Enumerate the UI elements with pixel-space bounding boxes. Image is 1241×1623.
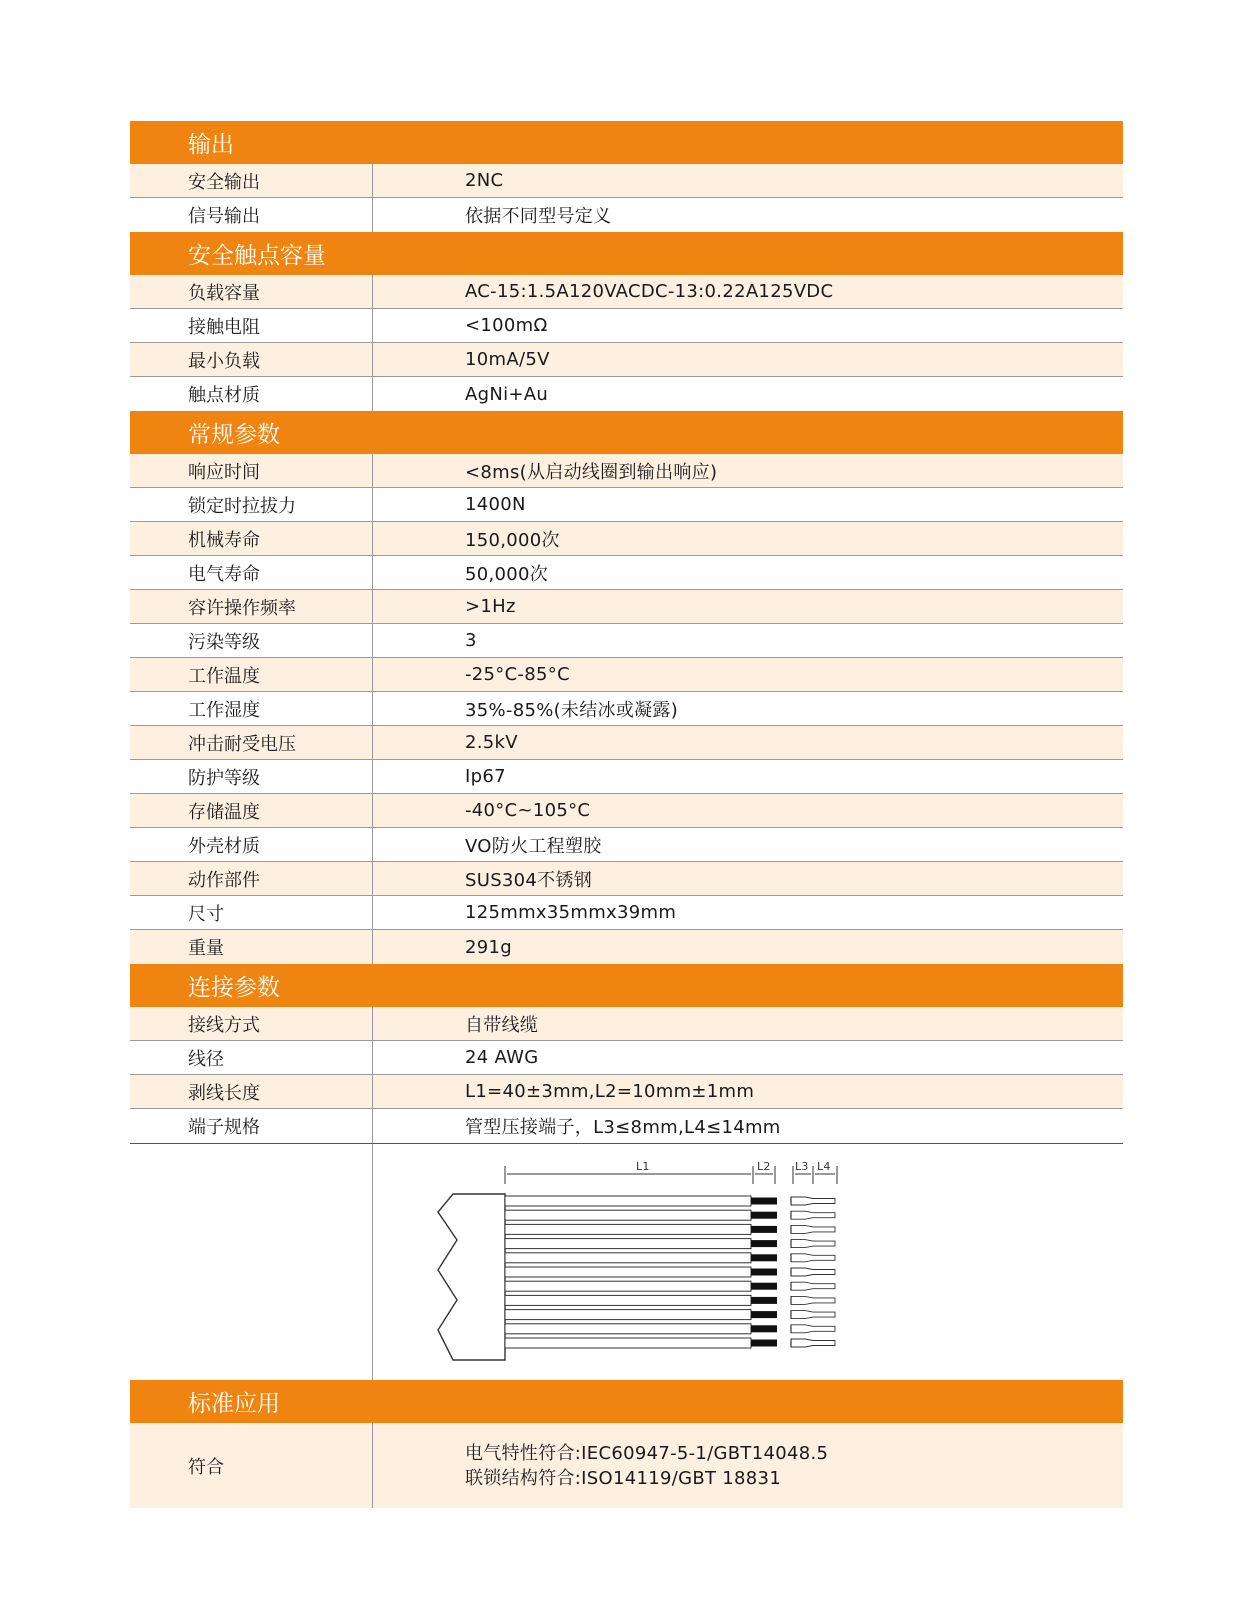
spec-row [130, 1109, 1123, 1143]
spec-value: -25°C-85°C [465, 664, 570, 685]
spec-row [130, 692, 1123, 726]
spec-value: L1=40±3mm,L2=10mm±1mm [465, 1081, 755, 1102]
spec-label: 动作部件 [130, 862, 373, 895]
spec-value: -40°C~105°C [465, 800, 591, 821]
section-header-contact: 安全触点容量 [130, 232, 1123, 275]
spec-label: 防护等级 [130, 760, 373, 793]
spec-row [130, 488, 1123, 522]
wire [505, 1210, 835, 1220]
spec-label: 端子规格 [130, 1109, 373, 1143]
wiring-diagram-row [130, 1143, 1123, 1380]
wire [505, 1253, 835, 1263]
spec-label: 容许操作频率 [130, 590, 373, 623]
section-header-general: 常规参数 [130, 411, 1123, 454]
spec-label: 重量 [130, 930, 373, 964]
wire [505, 1310, 835, 1320]
section-header-connection: 连接参数 [130, 964, 1123, 1007]
spec-label: 符合 [130, 1423, 373, 1508]
spec-row [130, 309, 1123, 343]
spec-label: 响应时间 [130, 454, 373, 487]
spec-row [130, 862, 1123, 896]
spec-row [130, 828, 1123, 862]
spec-value: 24 AWG [465, 1047, 539, 1068]
spec-value: <100mΩ [465, 315, 548, 336]
spec-row [130, 275, 1123, 309]
section-header-output: 输出 [130, 121, 1123, 164]
spec-label: 接线方式 [130, 1007, 373, 1040]
spec-label: 机械寿命 [130, 522, 373, 555]
dim-label-l3: L3 [795, 1160, 809, 1173]
spec-value: SUS304不锈钢 [465, 869, 593, 891]
spec-row [130, 1041, 1123, 1075]
spec-value: <8ms(从启动线圈到输出响应) [465, 461, 718, 483]
wire-bundle [505, 1196, 835, 1348]
spec-label: 污染等级 [130, 624, 373, 657]
spec-row [130, 164, 1123, 198]
connector-housing [438, 1194, 505, 1360]
spec-value: >1Hz [465, 596, 516, 617]
spec-label: 冲击耐受电压 [130, 726, 373, 759]
spec-value: VO防火工程塑胶 [465, 835, 602, 857]
spec-label: 工作温度 [130, 658, 373, 691]
standard-line-2: 联锁结构符合:ISO14119/GBT 18831 [465, 1467, 782, 1489]
spec-row [130, 726, 1123, 760]
spec-label: 工作湿度 [130, 692, 373, 725]
spec-label: 最小负载 [130, 343, 373, 376]
spec-value: AC-15:1.5A120VACDC-13:0.22A125VDC [465, 281, 834, 302]
spec-value: 3 [465, 630, 477, 651]
dim-label-l1: L1 [636, 1160, 650, 1173]
wire [505, 1295, 835, 1305]
spec-value: 1400N [465, 494, 526, 515]
spec-value: 2.5kV [465, 732, 518, 753]
dim-label-l2: L2 [757, 1160, 771, 1173]
spec-row [130, 377, 1123, 411]
spec-label: 外壳材质 [130, 828, 373, 861]
spec-value: 依据不同型号定义 [465, 206, 612, 227]
spec-label: 剥线长度 [130, 1075, 373, 1108]
spec-value: 管型压接端子，L3≤8mm,L4≤14mm [465, 1117, 781, 1138]
spec-label: 电气寿命 [130, 556, 373, 589]
spec-label: 负载容量 [130, 275, 373, 308]
wire [505, 1239, 835, 1249]
spec-value: 291g [465, 936, 512, 958]
spec-row [130, 522, 1123, 556]
spec-row [130, 1075, 1123, 1109]
section-header-standard: 标准应用 [130, 1380, 1123, 1423]
spec-row [130, 590, 1123, 624]
wire [505, 1324, 835, 1334]
wire [505, 1338, 835, 1348]
spec-row [130, 454, 1123, 488]
spec-value: 125mmx35mmx39mm [465, 902, 677, 923]
cable-diagram [373, 1144, 1123, 1379]
spec-row [130, 658, 1123, 692]
spec-row [130, 556, 1123, 590]
dimension-lines [505, 1166, 837, 1184]
spec-value: AgNi+Au [465, 383, 549, 405]
spec-row [130, 760, 1123, 794]
spec-row [130, 1007, 1123, 1041]
standard-line-1: 电气特性符合:IEC60947-5-1/GBT14048.5 [465, 1442, 829, 1464]
spec-label: 触点材质 [130, 377, 373, 411]
wire [505, 1196, 835, 1206]
spec-label: 线径 [130, 1041, 373, 1074]
spec-row [130, 930, 1123, 964]
spec-value [373, 1423, 1123, 1508]
spec-value: 50,000次 [465, 563, 549, 585]
wire [505, 1281, 835, 1291]
wire [505, 1224, 835, 1234]
spec-label: 安全输出 [130, 164, 373, 197]
diagram-label-cell [130, 1144, 373, 1380]
wire [505, 1267, 835, 1277]
spec-value: 10mA/5V [465, 349, 550, 370]
spec-sheet [130, 121, 1123, 1508]
spec-row [130, 896, 1123, 930]
diagram-cell [373, 1144, 1123, 1380]
dim-label-l4: L4 [817, 1160, 831, 1173]
spec-value: 2NC [465, 170, 504, 191]
spec-value: 35%-85%(未结冰或凝露) [465, 699, 679, 721]
spec-label: 存储温度 [130, 794, 373, 827]
spec-label: 尺寸 [130, 896, 373, 929]
spec-value: Ip67 [465, 766, 506, 787]
spec-value: 150,000次 [465, 529, 560, 551]
spec-row [130, 343, 1123, 377]
spec-row [130, 198, 1123, 232]
spec-value: 自带线缆 [465, 1014, 539, 1036]
spec-row [130, 624, 1123, 658]
spec-row [130, 1423, 1123, 1508]
spec-row [130, 794, 1123, 828]
spec-label: 接触电阻 [130, 309, 373, 342]
spec-label: 锁定时拉拔力 [130, 488, 373, 521]
spec-label: 信号输出 [130, 198, 373, 232]
